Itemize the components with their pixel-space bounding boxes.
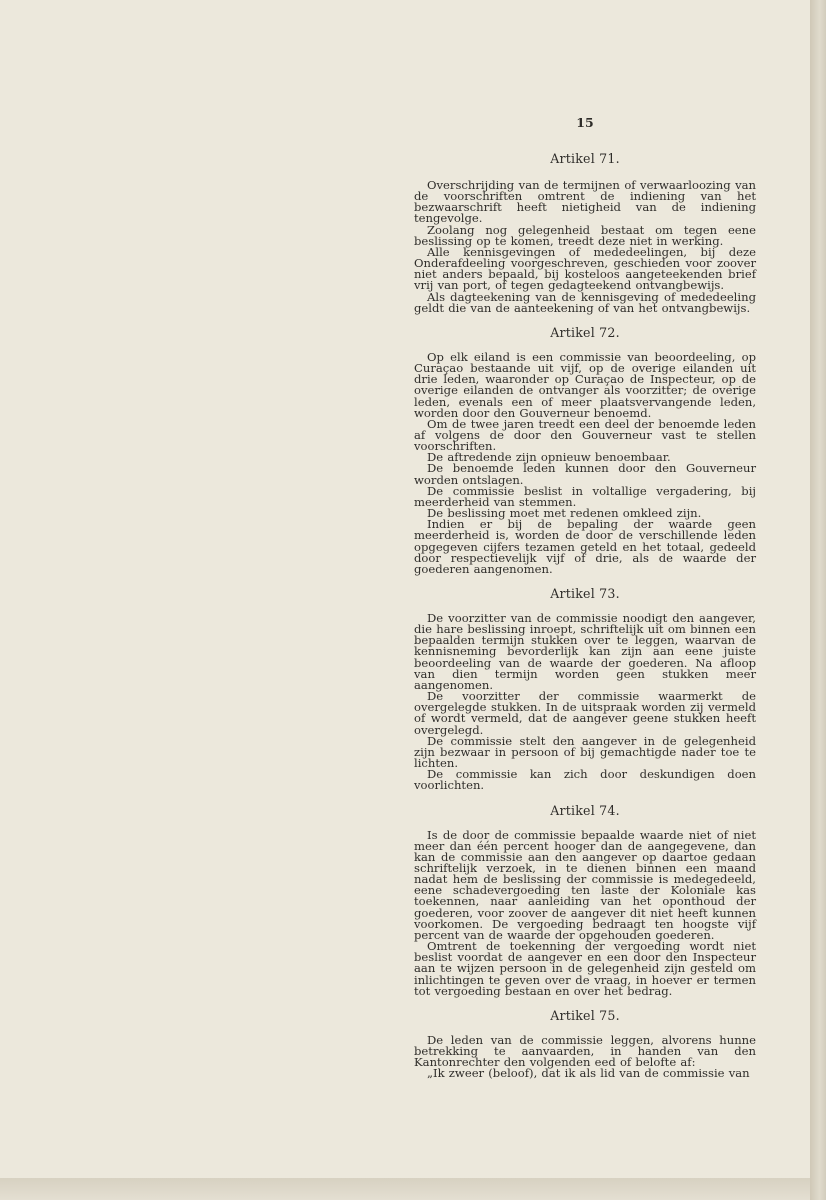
paragraph: Op elk eiland is een commissie van beoordeeling, op Curaçao bestaande uit vijf, op de overige eilanden uit drie leden, waaronder op Curaçao de Inspecteur, op de overige eilanden de ontvanger als voorzitter; de overige leden, evenals een of meer plaatsvervangende leden, worden door den Gouverneur benoemd. xyxy=(414,349,756,420)
article-73 xyxy=(414,587,756,804)
paragraph: Is de door de commissie bepaalde waarde niet of niet meer dan één percent hooger dan de aangegevene, dan kan de commissie aan den aangever op daartoe gedaan schriftelijk verzoek, in te dienen binnen een maand nadat hem de beslissing der commissie is medegedeeld, eene schadevergoeding ten laste der Koloniale kas toekennen, naar aanleiding van het oponthoud der goederen, voor zoover de aangever dit niet heeft kunnen voorkomen. De vergoeding bedraagt ten hoogste vijf percent van de waarde der opgehouden goederen. xyxy=(414,827,756,942)
paragraph: De aftredende zijn opnieuw benoembaar. xyxy=(427,450,671,465)
paragraph: De commissie beslist in voltallige vergadering, bij meerderheid van stemmen. xyxy=(414,483,756,509)
paragraph: Overschrijding van de termijnen of verwaarloozing van de voorschriften omtrent de indiening van het bezwaarschrift heeft nietigheid van de indiening tengevolge. xyxy=(414,178,756,226)
paragraph: Alle kennisgevingen of mededeelingen, bij deze Onderafdeeling voorgeschreven, geschieden voor zoover niet anders bepaald, bij kosteloos aangeteekenden brief vrij van port, of tegen gedagteekend ontvangbewijs. xyxy=(414,244,756,293)
paragraph: De beslissing moet met redenen omkleed zijn. xyxy=(427,506,702,521)
article-heading: Artikel 75. xyxy=(550,1007,620,1023)
paragraph: Indien er bij de bepaling der waarde geen meerderheid is, worden de door de verschillende leden opgegeven cijfers tezamen geteld en het totaal, gedeeld door respectievelijk vijf of drie, als de waarde der goederen aangenomen. xyxy=(414,517,756,576)
page-edge-right xyxy=(810,0,826,1200)
article-75 xyxy=(414,1009,756,1092)
article-heading: Artikel 74. xyxy=(550,802,620,818)
page-edge-bottom xyxy=(0,1178,810,1200)
paragraph: De benoemde leden kunnen door den Gouverneur worden ontslagen. xyxy=(414,461,756,487)
paragraph: Om de twee jaren treedt een deel der benoemde leden af volgens de door den Gouverneur vast te stellen voorschriften. xyxy=(414,416,756,454)
paragraph: Omtrent de toekenning der vergoeding wordt niet beslist voordat de aangever en een door den Inspecteur aan te wijzen persoon in de gelegenheid zijn gesteld om inlichtingen te geven over de vraag, in hoever er termen tot vergoeding bestaan en over het bedrag. xyxy=(414,939,756,998)
text-column xyxy=(414,116,756,1091)
article-heading: Artikel 71. xyxy=(550,151,620,166)
paragraph: Als dagteekening van de kennisgeving of mededeeling geldt die van de aanteekening of van het ontvangbewijs. xyxy=(414,289,756,315)
paragraph: Zoolang nog gelegenheid bestaat om tegen eene beslissing op te komen, treedt deze niet in werking. xyxy=(414,222,756,248)
paragraph: De commissie kan zich door deskundigen doen voorlichten. xyxy=(414,767,756,793)
paragraph: De voorzitter van de commissie noodigt den aangever, die hare beslissing inroept, schriftelijk uit om binnen een bepaalden termijn stukken over te leggen, waarvan de kennisneming bevorderlijk kan zijn aan eene juiste beoordeeling van de waarde der goederen. Na afloop van dien termijn worden geen stukken meer aangenomen. xyxy=(414,611,756,692)
article-heading: Artikel 73. xyxy=(550,586,620,601)
paragraph: De voorzitter der commissie waarmerkt de overgelegde stukken. In de uitspraak worden zij vermeld of wordt vermeld, dat de aangever geene stukken heeft overgelegd. xyxy=(414,689,756,737)
article-heading: Artikel 72. xyxy=(550,324,620,340)
paragraph: De leden van de commissie leggen, alvorens hunne betrekking te aanvaarden, in handen van den Kantonrechter den volgenden eed of belofte af: xyxy=(414,1032,756,1070)
paragraph: „Ik zweer (beloof), dat ik als lid van de commissie van xyxy=(427,1066,750,1081)
page-number: 15 xyxy=(576,115,594,130)
paragraph: De commissie stelt den aangever in de gelegenheid zijn bezwaar in persoon of bij gemachtigde nader toe te lichten. xyxy=(414,733,756,771)
article-71 xyxy=(414,152,756,326)
article-74 xyxy=(414,804,756,1009)
article-72 xyxy=(414,326,756,587)
